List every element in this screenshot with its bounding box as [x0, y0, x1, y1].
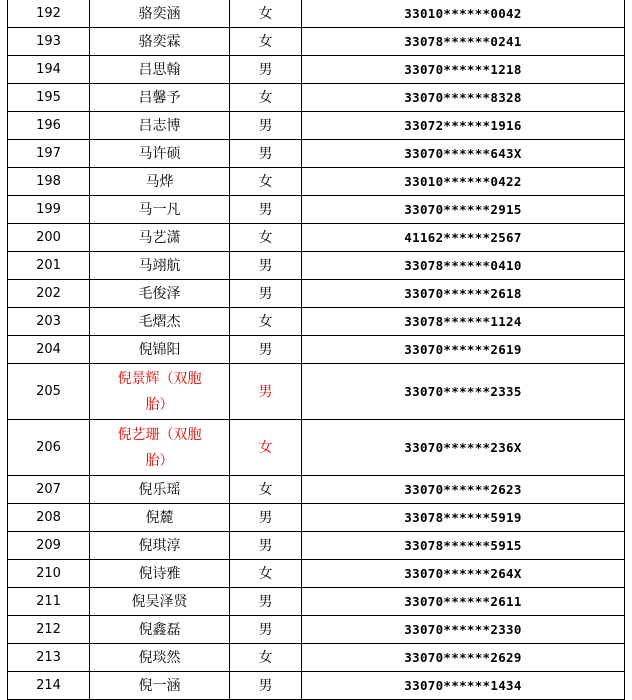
row-number-cell: 206 — [8, 420, 90, 476]
row-number-cell: 210 — [8, 560, 90, 588]
gender-cell: 男 — [230, 504, 302, 532]
name-cell: 倪琰然 — [90, 644, 230, 672]
row-number-cell: 211 — [8, 588, 90, 616]
gender-cell: 女 — [230, 308, 302, 336]
table-row — [8, 476, 625, 504]
id-number-cell: 33070******236X — [302, 420, 625, 476]
gender-cell: 男 — [230, 112, 302, 140]
gender-cell: 男 — [230, 616, 302, 644]
gender-cell: 男 — [230, 56, 302, 84]
gender-cell: 女 — [230, 560, 302, 588]
table-row — [8, 252, 625, 280]
row-number-cell: 214 — [8, 672, 90, 700]
name-cell: 倪锦阳 — [90, 336, 230, 364]
table-row — [8, 84, 625, 112]
id-number-cell: 33070******1434 — [302, 672, 625, 700]
gender-cell: 女 — [230, 224, 302, 252]
roster-body — [8, 0, 625, 700]
gender-cell: 女 — [230, 644, 302, 672]
row-number-cell: 208 — [8, 504, 90, 532]
name-cell: 马许硕 — [90, 140, 230, 168]
table-row — [8, 224, 625, 252]
name-cell: 倪一涵 — [90, 672, 230, 700]
gender-cell: 女 — [230, 0, 302, 28]
name-cell: 马翊航 — [90, 252, 230, 280]
id-number-cell: 33070******2335 — [302, 364, 625, 420]
table-row — [8, 336, 625, 364]
table-row — [8, 364, 625, 420]
gender-cell: 女 — [230, 420, 302, 476]
gender-cell: 女 — [230, 476, 302, 504]
row-number-cell: 213 — [8, 644, 90, 672]
name-cell: 倪吴泽贤 — [90, 588, 230, 616]
name-cell: 马艺潇 — [90, 224, 230, 252]
row-number-cell: 201 — [8, 252, 90, 280]
table-row — [8, 308, 625, 336]
table-row — [8, 280, 625, 308]
name-cell: 吕志博 — [90, 112, 230, 140]
id-number-cell: 33070******643X — [302, 140, 625, 168]
gender-cell: 男 — [230, 364, 302, 420]
gender-cell: 男 — [230, 588, 302, 616]
table-row — [8, 56, 625, 84]
name-cell: 倪乐瑶 — [90, 476, 230, 504]
name-cell: 骆奕霖 — [90, 28, 230, 56]
gender-cell: 女 — [230, 168, 302, 196]
id-number-cell: 33070******2915 — [302, 196, 625, 224]
row-number-cell: 212 — [8, 616, 90, 644]
row-number-cell: 192 — [8, 0, 90, 28]
id-number-cell: 33070******2629 — [302, 644, 625, 672]
table-row — [8, 588, 625, 616]
name-cell: 毛俊泽 — [90, 280, 230, 308]
id-number-cell: 33010******0422 — [302, 168, 625, 196]
id-number-cell: 33072******1916 — [302, 112, 625, 140]
gender-cell: 男 — [230, 280, 302, 308]
id-number-cell: 33070******2618 — [302, 280, 625, 308]
name-cell: 倪鑫磊 — [90, 616, 230, 644]
id-number-cell: 33070******264X — [302, 560, 625, 588]
id-number-cell: 33070******8328 — [302, 84, 625, 112]
row-number-cell: 205 — [8, 364, 90, 420]
gender-cell: 女 — [230, 28, 302, 56]
row-number-cell: 196 — [8, 112, 90, 140]
row-number-cell: 200 — [8, 224, 90, 252]
name-cell — [90, 364, 230, 420]
table-row — [8, 0, 625, 28]
id-number-cell: 33078******5915 — [302, 532, 625, 560]
row-number-cell: 202 — [8, 280, 90, 308]
table-row — [8, 504, 625, 532]
table-row — [8, 644, 625, 672]
table-row — [8, 196, 625, 224]
name-cell: 毛熠杰 — [90, 308, 230, 336]
table-row — [8, 532, 625, 560]
table-row — [8, 616, 625, 644]
id-number-cell: 33078******5919 — [302, 504, 625, 532]
name-text: 倪景辉（双胞胎） — [117, 370, 202, 413]
table-row — [8, 112, 625, 140]
table-row — [8, 28, 625, 56]
id-number-cell: 33070******2611 — [302, 588, 625, 616]
id-number-cell: 33070******2623 — [302, 476, 625, 504]
id-number-cell: 33010******0042 — [302, 0, 625, 28]
id-number-cell: 41162******2567 — [302, 224, 625, 252]
id-number-cell: 33078******0241 — [302, 28, 625, 56]
table-row — [8, 672, 625, 700]
gender-cell: 男 — [230, 672, 302, 700]
row-number-cell: 197 — [8, 140, 90, 168]
name-cell: 骆奕涵 — [90, 0, 230, 28]
gender-cell: 男 — [230, 140, 302, 168]
name-cell: 倪麓 — [90, 504, 230, 532]
gender-cell: 男 — [230, 196, 302, 224]
row-number-cell: 204 — [8, 336, 90, 364]
name-cell: 吕思翰 — [90, 56, 230, 84]
name-cell: 马烨 — [90, 168, 230, 196]
name-cell: 倪琪淳 — [90, 532, 230, 560]
row-number-cell: 207 — [8, 476, 90, 504]
row-number-cell: 193 — [8, 28, 90, 56]
id-number-cell: 33070******1218 — [302, 56, 625, 84]
id-number-cell: 33070******2619 — [302, 336, 625, 364]
table-row — [8, 560, 625, 588]
gender-cell: 男 — [230, 252, 302, 280]
row-number-cell: 203 — [8, 308, 90, 336]
id-number-cell: 33078******0410 — [302, 252, 625, 280]
name-cell: 吕馨予 — [90, 84, 230, 112]
table-row — [8, 140, 625, 168]
row-number-cell: 194 — [8, 56, 90, 84]
name-text: 倪艺珊（双胞胎） — [117, 426, 202, 469]
row-number-cell: 199 — [8, 196, 90, 224]
row-number-cell: 209 — [8, 532, 90, 560]
table-row — [8, 420, 625, 476]
gender-cell: 女 — [230, 84, 302, 112]
gender-cell: 男 — [230, 532, 302, 560]
name-cell — [90, 420, 230, 476]
name-cell: 倪诗雅 — [90, 560, 230, 588]
table-row — [8, 168, 625, 196]
gender-cell: 男 — [230, 336, 302, 364]
id-number-cell: 33070******2330 — [302, 616, 625, 644]
row-number-cell: 198 — [8, 168, 90, 196]
student-roster-table — [7, 0, 625, 700]
id-number-cell: 33078******1124 — [302, 308, 625, 336]
row-number-cell: 195 — [8, 84, 90, 112]
name-cell: 马一凡 — [90, 196, 230, 224]
